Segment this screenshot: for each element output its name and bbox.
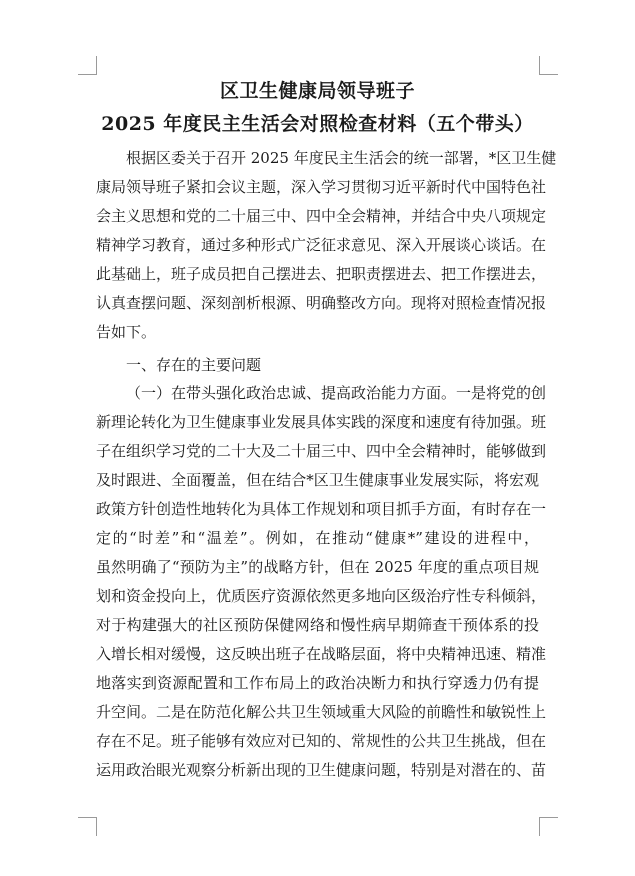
body-line: 政策方针创造性地转化为具体工作规划和项目抓手方面，有时存在一 (96, 500, 547, 518)
margin-mark-top-left (78, 56, 97, 75)
document-subtitle: 2025 年度民主生活会对照检查材料（五个带头） (101, 113, 534, 135)
body-line: 地落实到资源配置和工作布局上的政治决断力和执行穿透力仍有提 (96, 674, 539, 692)
body-line: 划和资金投向上，优质医疗资源依然更多地向区级治疗性专科倾斜， (96, 587, 547, 605)
margin-mark-bottom-right (539, 817, 558, 836)
body-line: 精神学习教育，通过多种形式广泛征求意见、深入开展谈心谈话。在 (96, 236, 547, 254)
body-line: 康局领导班子紧扣会议主题，深入学习贯彻习近平新时代中国特色社 (96, 178, 547, 196)
body-line: 虽然明确了“预防为主”的战略方针，但在 2025 年度的重点项目规 (96, 558, 539, 576)
body-line: 定的“时差”和“温差”。例如，在推动“健康*”建设的进程中， (96, 529, 539, 547)
body-line: 入增长相对缓慢，这反映出班子在战略层面，将中央精神迅速、精准 (96, 645, 547, 663)
body-line: 告如下。 (96, 323, 157, 341)
body-line: 子在组织学习党的二十大及二十届三中、四中全会精神时，能够做到 (96, 442, 547, 460)
body-line: 新理论转化为卫生健康事业发展具体实践的深度和速度有待加强。班 (96, 413, 547, 431)
margin-mark-bottom-left (78, 817, 97, 836)
body-line: 对于构建强大的社区预防保健网络和慢性病早期筛查干预体系的投 (96, 616, 539, 634)
margin-mark-top-right (539, 56, 558, 75)
body-line: 根据区委关于召开 2025 年度民主生活会的统一部署，*区卫生健 (126, 149, 557, 167)
body-line: 运用政治眼光观察分析新出现的卫生健康问题，特别是对潜在的、苗 (96, 761, 547, 779)
body-line: 及时跟进、全面覆盖，但在结合*区卫生健康事业发展实际，将宏观 (96, 471, 539, 489)
body-line: 认真查摆问题、深刻剖析根源、明确整改方向。现将对照检查情况报 (96, 294, 547, 312)
body-line: 此基础上，班子成员把自己摆进去、把职责摆进去、把工作摆进去， (96, 265, 547, 283)
body-line: （一）在带头强化政治忠诚、提高政治能力方面。一是将党的创 (126, 384, 547, 402)
body-line: 会主义思想和党的二十届三中、四中全会精神，并结合中央八项规定 (96, 207, 547, 225)
body-line: 存在不足。班子能够有效应对已知的、常规性的公共卫生挑战，但在 (96, 732, 547, 750)
document-title: 区卫生健康局领导班子 (219, 80, 415, 102)
body-line: 升空间。二是在防范化解公共卫生领域重大风险的前瞻性和敏锐性上 (96, 703, 547, 721)
section-heading: 一、存在的主要问题 (126, 356, 262, 374)
